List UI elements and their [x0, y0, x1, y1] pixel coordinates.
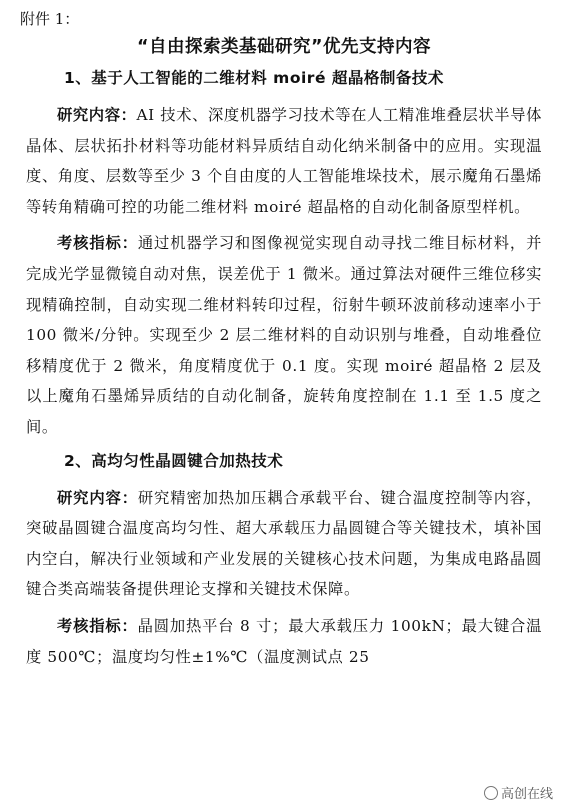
- section-1-heading: 1、基于人工智能的二维材料 moiré 超晶格制备技术: [64, 69, 444, 87]
- assessment-text: 通过机器学习和图像视觉实现自动寻找二维目标材料，并完成光学显微镜自动对焦，误差优于 1 微米。通过算法对硬件三维位移实现精确控制，自动实现二维材料转印过程，衍射牛顿环波前移动速率小于 100 微米/分钟。实现至少 2 层二维材料的自动识别与堆叠，自动堆叠位移精度优于 2 微米，角度精度优于 0.1 度。实现 moiré 超晶格 2 层及以上魔角石墨烯异质结的自动化制备，旋转角度控制在 1.1 至 1.5 度之间。: [26, 234, 542, 436]
- section-2-assessment-paragraph: [26, 611, 542, 672]
- section-1-research-paragraph: [26, 100, 542, 222]
- annex-label: 附件 1：: [20, 10, 80, 28]
- research-label: 研究内容：: [57, 106, 137, 124]
- assessment-label: 考核指标：: [57, 616, 138, 635]
- wechat-logo-icon: [484, 786, 498, 800]
- assessment-text: 晶圆加热平台 8 寸；最大承载压力 100kN；最大键合温度 500℃；温度均匀性±1%℃（温度测试点 25: [26, 616, 542, 666]
- section-2-heading: 2、高均匀性晶圆键合加热技术: [64, 451, 284, 470]
- watermark: [481, 782, 556, 803]
- document-title: “自由探索类基础研究”优先支持内容: [136, 37, 431, 57]
- section-1-assessment-paragraph: [26, 228, 542, 442]
- assessment-label: 考核指标：: [57, 234, 138, 253]
- section-2-research-paragraph: [26, 483, 542, 605]
- research-text: 研究精密加热加压耦合承载平台、键合温度控制等内容，突破晶圆键合温度高均匀性、超大承载压力晶圆键合等关键技术，填补国内空白，解决行业领域和产业发展的关键核心技术问题，为集成电路晶圆键合类高端装备提供理论支撑和关键技术保障。: [26, 488, 542, 599]
- research-text: AI 技术、深度机器学习技术等在人工精准堆叠层状半导体晶体、层状拓扑材料等功能材料异质结自动化纳米制备中的应用。实现温度、角度、层数等至少 3 个自由度的人工智能堆垛技术，展示魔角石墨烯等转角精确可控的功能二维材料 moiré 超晶格的自动化制备原型样机。: [26, 106, 542, 216]
- watermark-text: 高创在线: [500, 787, 553, 802]
- research-label: 研究内容：: [57, 488, 138, 507]
